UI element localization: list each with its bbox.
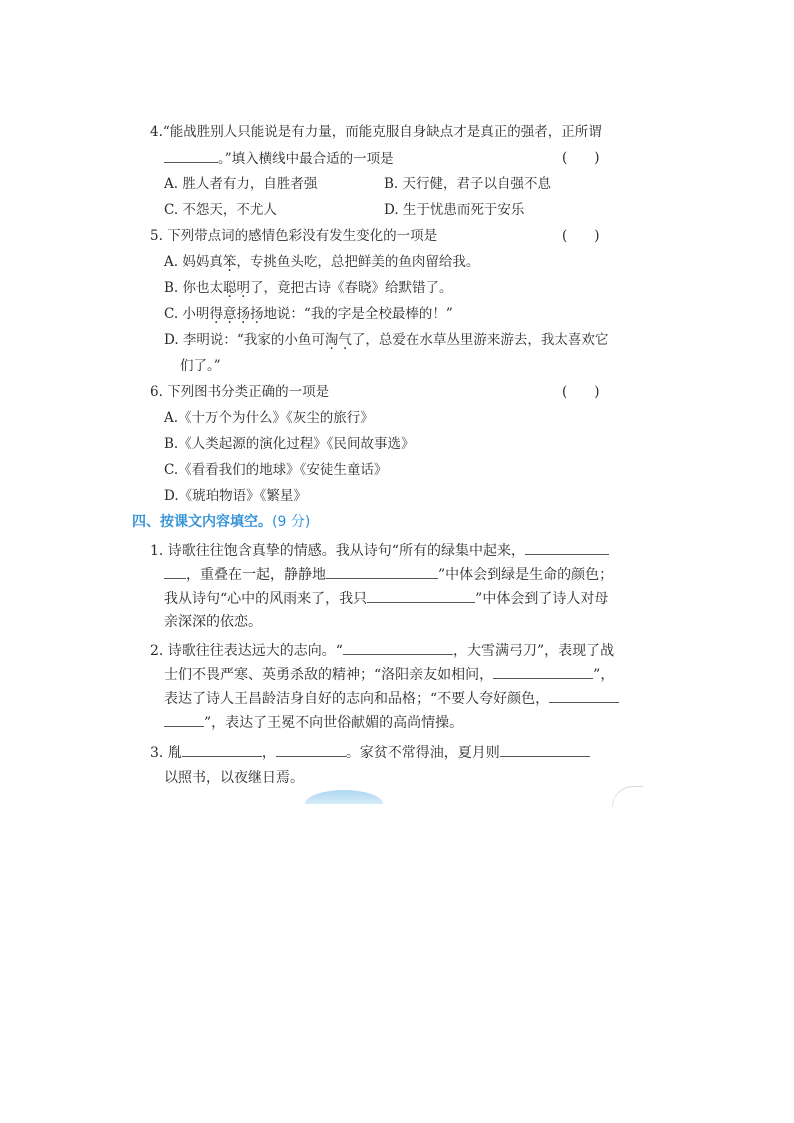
q6-option-a: A.《十万个为什么》《灰尘的旅行》 bbox=[164, 410, 374, 426]
fill2-blank-1[interactable] bbox=[343, 640, 453, 655]
q5-c-dotted-char: 得 bbox=[209, 306, 223, 322]
q5-option-b bbox=[164, 278, 453, 298]
fill2-line2-text-a: 士们不畏严寒、英勇杀敌的精神；“洛阳亲友如相问， bbox=[164, 667, 494, 683]
q4-stem-line1: 4.“能战胜别人只能说是有力量，而能克服自身缺点才是真正的强者，正所谓 bbox=[150, 124, 602, 140]
q5-d-text-post: 了，总爱在水草丛里游来游去，我太喜欢它 bbox=[351, 332, 609, 348]
fill3-blank-2[interactable] bbox=[276, 742, 346, 757]
fill3-line1-text-a: 3. 胤 bbox=[150, 745, 182, 761]
q5-option-c bbox=[164, 304, 453, 324]
q5-d-dotted-char: 淘 bbox=[324, 332, 339, 348]
q4-option-d: D. 生于忧患而死于安乐 bbox=[384, 202, 525, 218]
q6-option-b: B.《人类起源的演化过程》《民间故事选》 bbox=[164, 436, 415, 452]
fill3-blank-3[interactable] bbox=[500, 742, 590, 757]
q5-a-text-post: ，专挑鱼头吃，总把鲜美的鱼肉留给我。 bbox=[236, 254, 480, 270]
q4-answer-blank[interactable] bbox=[164, 148, 218, 163]
fill2-line4-text: ”，表达了王冕不向世俗献媚的高尚情操。 bbox=[204, 715, 464, 731]
q4-option-c: C. 不怨天，不尤人 bbox=[164, 202, 277, 218]
q5-c-dotted-char: 扬 bbox=[249, 306, 264, 322]
fill2-line4 bbox=[164, 712, 463, 733]
fill2-blank-3-cont[interactable] bbox=[164, 712, 204, 727]
q4-option-b: B. 天行健，君子以自强不息 bbox=[384, 176, 552, 192]
fill1-line2 bbox=[164, 564, 613, 585]
q5-d-dotted-char: 气 bbox=[338, 332, 352, 348]
q5-b-text-pre: B. 你也太 bbox=[164, 280, 224, 296]
fill2-line2-text-b: ”， bbox=[593, 667, 615, 683]
fill3-line2: 以照书，以夜继日焉。 bbox=[164, 770, 304, 786]
fill1-blank-2[interactable] bbox=[326, 564, 438, 579]
fill2-blank-2[interactable] bbox=[493, 664, 593, 679]
q5-option-a bbox=[164, 252, 479, 272]
fill1-line3-text-a: 我从诗句“心中的风雨来了，我只 bbox=[164, 591, 368, 607]
q6-option-d: D.《琥珀物语》《繁星》 bbox=[164, 488, 307, 504]
fill1-line1-text: 1. 诗歌往往饱含真挚的情感。我从诗句“所有的绿集中起来， bbox=[150, 543, 525, 559]
fill1-line1 bbox=[150, 540, 609, 561]
q5-b-dotted-char: 聪 bbox=[223, 280, 237, 296]
fill2-line1-text-b: ，大雪满弓刀”，表现了战 bbox=[452, 643, 615, 659]
fill2-line1-text-a: 2. 诗歌往往表达远大的志向。“ bbox=[150, 643, 343, 659]
q6-option-c: C.《看看我们的地球》《安徒生童话》 bbox=[164, 462, 388, 478]
fill1-line3-text-b: ”中体会到了诗人对母 bbox=[475, 591, 609, 607]
fill2-line3 bbox=[164, 688, 619, 709]
q6-stem: 6. 下列图书分类正确的一项是 bbox=[150, 384, 330, 400]
fill3-line1-text-c: 。家贫不常得油，夏月则 bbox=[345, 745, 500, 761]
decorative-curve bbox=[612, 786, 643, 807]
fill1-line3 bbox=[164, 588, 608, 609]
q5-d-text-pre: D. 李明说：“我家的小鱼可 bbox=[164, 332, 325, 348]
q5-c-dotted-char: 意 bbox=[222, 306, 237, 322]
fill2-line1 bbox=[150, 640, 614, 661]
q5-c-text-post: 地说：“我的字是全校最棒的！” bbox=[263, 306, 453, 322]
fill1-blank-1-cont[interactable] bbox=[164, 564, 186, 579]
fill1-line4: 亲深深的依恋。 bbox=[164, 614, 262, 630]
q5-option-d bbox=[164, 330, 608, 350]
fill1-blank-3[interactable] bbox=[367, 588, 475, 603]
section-4-title: 四、按课文内容填空。 bbox=[132, 514, 272, 530]
decorative-blue-shape bbox=[305, 790, 383, 804]
section-4-heading bbox=[132, 512, 310, 532]
q5-option-d-line2: 们了。” bbox=[180, 358, 221, 374]
fill3-line1-text-b: ， bbox=[261, 745, 276, 761]
q5-answer-paren[interactable]: ( ) bbox=[562, 228, 600, 244]
q5-b-text-post: 了，竟把古诗《春晓》给默错了。 bbox=[250, 280, 453, 296]
q5-b-dotted-char: 明 bbox=[236, 280, 251, 296]
q5-c-dotted-char: 扬 bbox=[236, 306, 250, 322]
q5-a-text-pre: A. 妈妈真 bbox=[164, 254, 223, 270]
fill1-line2-text-b: ”中体会到绿是生命的颜色； bbox=[438, 567, 614, 583]
q6-answer-paren[interactable]: ( ) bbox=[562, 384, 600, 400]
q4-answer-paren[interactable]: ( ) bbox=[562, 150, 600, 166]
fill3-line1 bbox=[150, 742, 590, 763]
fill2-blank-3[interactable] bbox=[549, 688, 619, 703]
q5-a-dotted-char: 笨 bbox=[222, 254, 237, 270]
q4-option-a: A. 胜人者有力，自胜者强 bbox=[164, 176, 318, 192]
fill3-blank-1[interactable] bbox=[182, 742, 262, 757]
fill1-line2-text-a: ，重叠在一起，静静地 bbox=[186, 567, 326, 583]
q4-stem-line2-text: 。”填入横线中最合适的一项是 bbox=[218, 151, 394, 167]
q5-stem: 5. 下列带点词的感情色彩没有发生变化的一项是 bbox=[150, 228, 438, 244]
fill1-blank-1[interactable] bbox=[525, 540, 609, 555]
q5-c-text-pre: C. 小明 bbox=[164, 306, 210, 322]
fill2-line3-text: 表达了诗人王昌龄洁身自好的志向和品格；“不要人夸好颜色， bbox=[164, 691, 550, 707]
fill2-line2 bbox=[164, 664, 614, 685]
section-4-score: (9 分) bbox=[272, 514, 311, 530]
q4-stem-line2 bbox=[164, 148, 394, 169]
